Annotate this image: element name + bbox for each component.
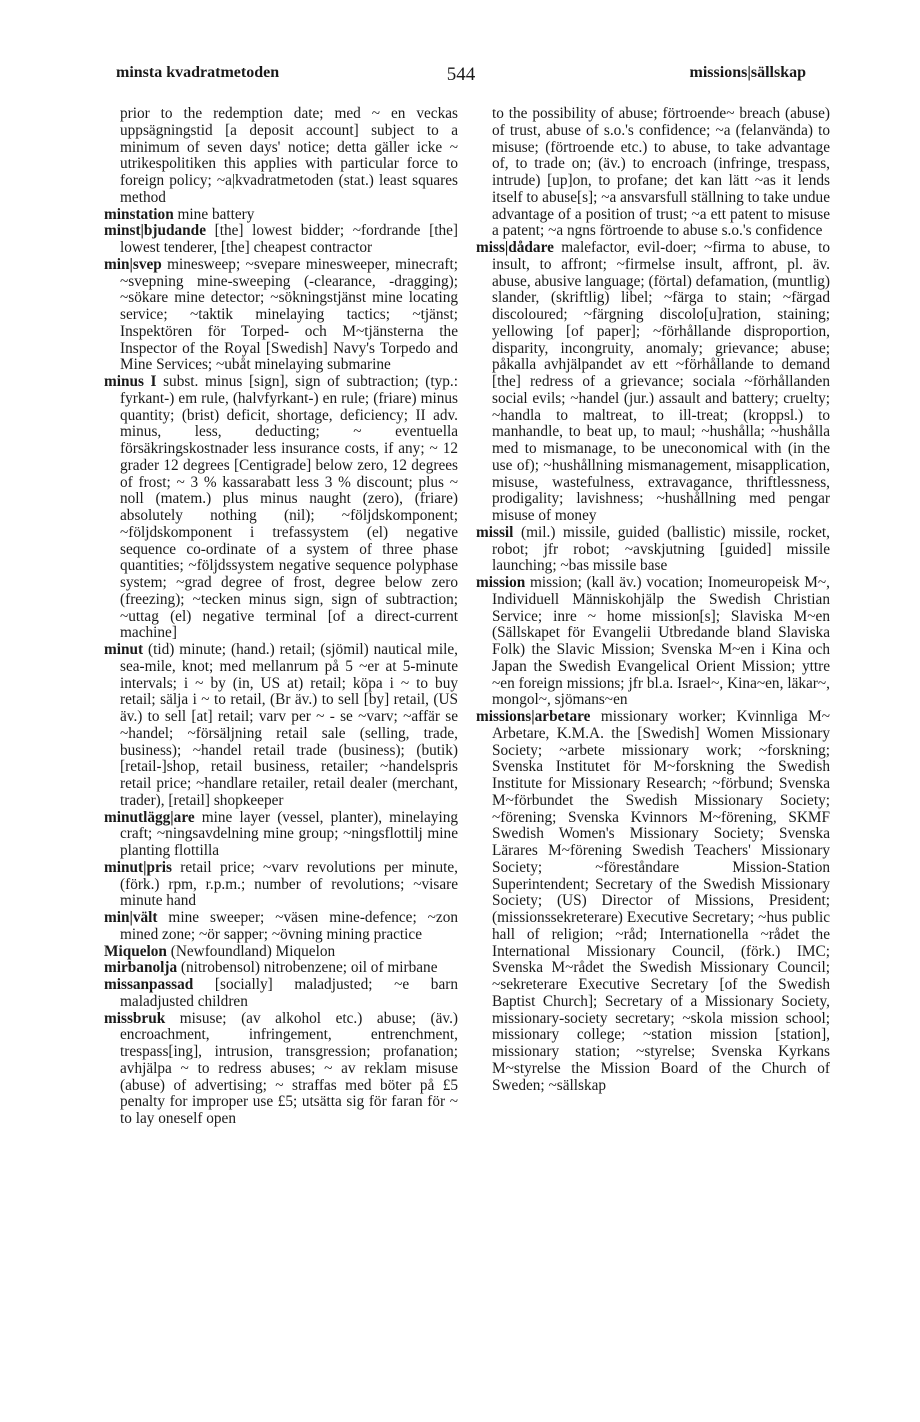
right-column	[476, 106, 830, 1094]
entry-headword: Miquelon	[104, 942, 167, 960]
entry-headword: min|svep	[104, 255, 162, 273]
entry-headword: missbruk	[104, 1009, 166, 1027]
entry-definition: missionary worker; Kvinnliga M~ Arbetare, K.M.A. the [Swedish] Women Missionary Society; ~arbete missionary work; ~forskning; Svenska Institutet för M~forskning the Swedish Institute for Missionary Research; ~förbund; Svenska M~förbundet the Swedish Missionary Society; ~förening; Svenska Kvinnors M~förening, SKMF Swedish Women's Missionary Society; Svenska Lärares M~förening Swedish Teachers' Missionary Society; ~föreståndare Mission-Station Superintendent; Secretary of the Swedish Missionary Society; (US) Director of Missions, President; (missionssekreterare) Executive Secretary; ~hus public hall of religion; ~råd; Internationella ~rådet the International Missionary Council, (förk.) IMC; Svenska M~rådet the Swedish Missionary Council; ~sekreterare Executive Secretary [of the Swedish Baptist Church]; Secretary of a Missionary Society, missionary-society secretary; ~skola mission school; missionary college; ~station mission [station], missionary station; ~styrelse; Svenska Kyrkans M~styrelse the Mission Board of the Church of Sweden; ~sällskap	[492, 708, 830, 1094]
entry-definition: malefactor, evil-doer; ~firma to abuse, to insult, to affront; ~firmelse insult, affront, pl. äv. abuse, abusive language; (förtal) defamation, (muntlig) slander, (skriftlig) libel; ~färga to stain; ~färgad discoloured; ~färgning discolo[u]ration, staining; yellowing [of paper]; ~förhållande disproportion, disparity, incongruity, anomaly; grievance; abuse; påkalla avhjälpandet av ett ~förhållande to demand [the] redress of a grievance; sociala ~förhållanden social evils; ~handel (jur.) assault and battery; cruelty; ~handla to maltreat, to ill-treat; (kroppsl.) to manhandle, to beat up, to maul; ~hushålla; ~hushålla med to mismanage, to be uneconomical with (in the use of); ~hushållning mismanagement, misapplication, misuse, wastefulness, extravagance, thriftlessness, prodigality; lavishness; ~hushållning med pengar misuse of money	[492, 239, 830, 524]
entry-headword: mission	[476, 574, 526, 591]
entry-headword: minstation	[104, 205, 174, 223]
entry-definition: [socially] maladjusted; ~e barn maladjusted children	[120, 976, 458, 1010]
running-header	[116, 64, 806, 92]
entry-headword: mirbanolja	[104, 959, 178, 977]
entry-headword: minutlägg|are	[104, 808, 195, 826]
entry-headword: missanpassad	[104, 976, 194, 993]
dictionary-entry	[476, 240, 830, 525]
dictionary-entry	[104, 642, 458, 810]
entry-definition: (mil.) missile, guided (ballistic) missile, rocket, robot; jfr robot; ~avskjutning [guided] missile launching; ~bas missile base	[492, 523, 830, 575]
entry-definition: minesweep; ~svepare minesweeper, minecraft; ~svepning mine-sweeping (-clearance, -dragging); ~sökare mine detector; ~sökningstjänst mine locating service; ~taktik minelaying tactics; ~tjänst; Inspektören för Torped- och M~tjänsterna the Inspector of the Royal [Swedish] Navy's Torpedo and Mine Services; ~ubåt minelaying submarine	[120, 255, 458, 374]
entry-definition: prior to the redemption date; med ~ en veckas uppsägningstid [a deposit account] subject to a minimum of seven days' notice; detta gäller icke ~ utrikespolitiken this applies with particular force to foreign policy; ~a|kvadratmetoden (stat.) least squares method	[120, 105, 458, 206]
dictionary-entry	[104, 1011, 458, 1128]
left-column	[104, 106, 458, 1128]
dictionary-entry	[104, 944, 458, 961]
entry-definition: (Newfoundland) Miquelon	[166, 942, 336, 960]
entry-definition: mission; (kall äv.) vocation; Inomeuropeisk M~, Individuell Människohjälp the Swedish Christian Service; inre ~ home mission[s]; Slaviska M~en (Sällskapet för Evangelii Utbredande bland Slaviska Folk) the Slavic Mission; Svenska M~en i Kina och Japan the Swedish Evangelical Orient Mission; yttre ~en foreign missions; jfr bl.a. Israel~, Kina~en, läkar~, mongol~, sjömans~en	[492, 574, 830, 709]
dictionary-entry	[104, 810, 458, 860]
entry-headword: minut|pris	[104, 858, 172, 876]
dictionary-entry	[104, 960, 458, 977]
entry-definition: misuse; (av alkohol etc.) abuse; (äv.) encroachment, infringement, entrenchment, trespass[ing], intrusion, transgression; profanation; avhjälpa ~ to redress abuses; ~ av reklam misuse (abuse) of advertising; ~ straffas med böter på £5 penalty for improper use £5; utsätta sig för faran för ~ to lay oneself open	[120, 1009, 458, 1127]
entry-headword: min|vält	[104, 909, 158, 926]
entry-definition: to the possibility of abuse; förtroende~ breach (abuse) of trust, abuse of s.o.'s confidence; ~a (felanvända) to misuse; (förtroende etc.) to abuse, to take advantage of, to trade on; (äv.) to encroach (infringe, trespass, intrude) [up]on, to profane; det kan lätt ~as it lends itself to abuse[s]; ~a ansvarsfull ställning to take undue advantage of a position of trust; ~a ett patent to misuse a patent; ~a ngns förtroende to abuse s.o.'s confidence	[492, 105, 830, 240]
entry-headword: miss|dådare	[476, 239, 554, 256]
entry-continuation	[476, 106, 830, 240]
entry-headword: missil	[476, 523, 514, 541]
right-guide-word: missions|sällskap	[689, 64, 806, 81]
entry-definition: (nitrobensol) nitrobenzene; oil of mirbane	[177, 959, 438, 977]
dictionary-entry	[476, 575, 830, 709]
dictionary-entry	[476, 709, 830, 1094]
entry-definition: [the] lowest bidder; ~fordrande [the] lowest tenderer, [the] cheapest contractor	[120, 222, 458, 256]
dictionary-entry	[104, 910, 458, 944]
entry-definition: (tid) minute; (hand.) retail; (sjömil) nautical mile, sea-mile, knot; med mellanrum på 5 ~er at 5-minute intervals; i ~ by (in, US at) retail; köpa i ~ to buy retail; sälja i ~ to retail, (Br äv.) to sell [by] retail, (US äv.) to sell [at] retail; varv per ~ - se ~varv; ~affär se ~handel; ~försäljning retail sale (selling, trade, business); ~handel retail trade (business); (butik) [retail-]shop, retail business, retailer; ~handelspris retail price; ~handlare retailer, retail dealer (merchant, trader), [retail] shopkeeper	[120, 641, 458, 809]
entry-definition: mine layer (vessel, planter), minelaying craft; ~ningsavdelning mine group; ~ningsflottilj mine planting flottilla	[120, 808, 458, 859]
entry-headword: missions|arbetare	[476, 708, 591, 725]
dictionary-entry	[104, 207, 458, 224]
entry-headword: minst|bjudande	[104, 222, 206, 240]
entry-definition: subst. minus [sign], sign of subtraction; (typ.: fyrkant-) em rule, (halvfyrkant-) en rule; (friare) minus quantity; (brist) deficit, shortage, deficiency; II adv. minus, less, deducting; ~ eventuella försäkringskostnader less insurance costs, if any; ~ 12 grader 12 degrees [Centigrade] below zero, 12 degrees of frost; ~ 3 % kassarabatt less 3 % discount; plus ~ noll (matem.) plus minus naught (zero), (friare) absolutely nothing (nil); ~följdskomponent; ~följdskomponent i trefassystem (el) negative sequence co-ordinate of a system of three phase quantities; ~följdssystem negative sequence polyphase system; ~grad degree of frost, degree below zero (freezing); ~tecken minus sign, sign of subtraction; ~uttag (el) negative terminal [of a direct-current machine]	[120, 373, 458, 642]
dictionary-entry	[104, 860, 458, 910]
page-number: 544	[446, 64, 476, 85]
dictionary-entry	[104, 257, 458, 374]
left-guide-word: minsta kvadratmetoden	[116, 64, 280, 81]
dictionary-entry	[104, 223, 458, 257]
dictionary-entry	[476, 525, 830, 575]
entry-definition: retail price; ~varv revolutions per minute, (förk.) rpm, r.p.m.; number of revolutions; ~visare minute hand	[120, 858, 458, 910]
entry-headword: minus I	[104, 373, 157, 390]
entry-continuation	[104, 106, 458, 207]
entry-definition: mine sweeper; ~väsen mine-defence; ~zon mined zone; ~ör sapper; ~övning mining practice	[120, 909, 458, 943]
entry-headword: minut	[104, 641, 144, 658]
entry-definition: mine battery	[173, 205, 255, 223]
dictionary-entry	[104, 374, 458, 642]
dictionary-entry	[104, 977, 458, 1011]
